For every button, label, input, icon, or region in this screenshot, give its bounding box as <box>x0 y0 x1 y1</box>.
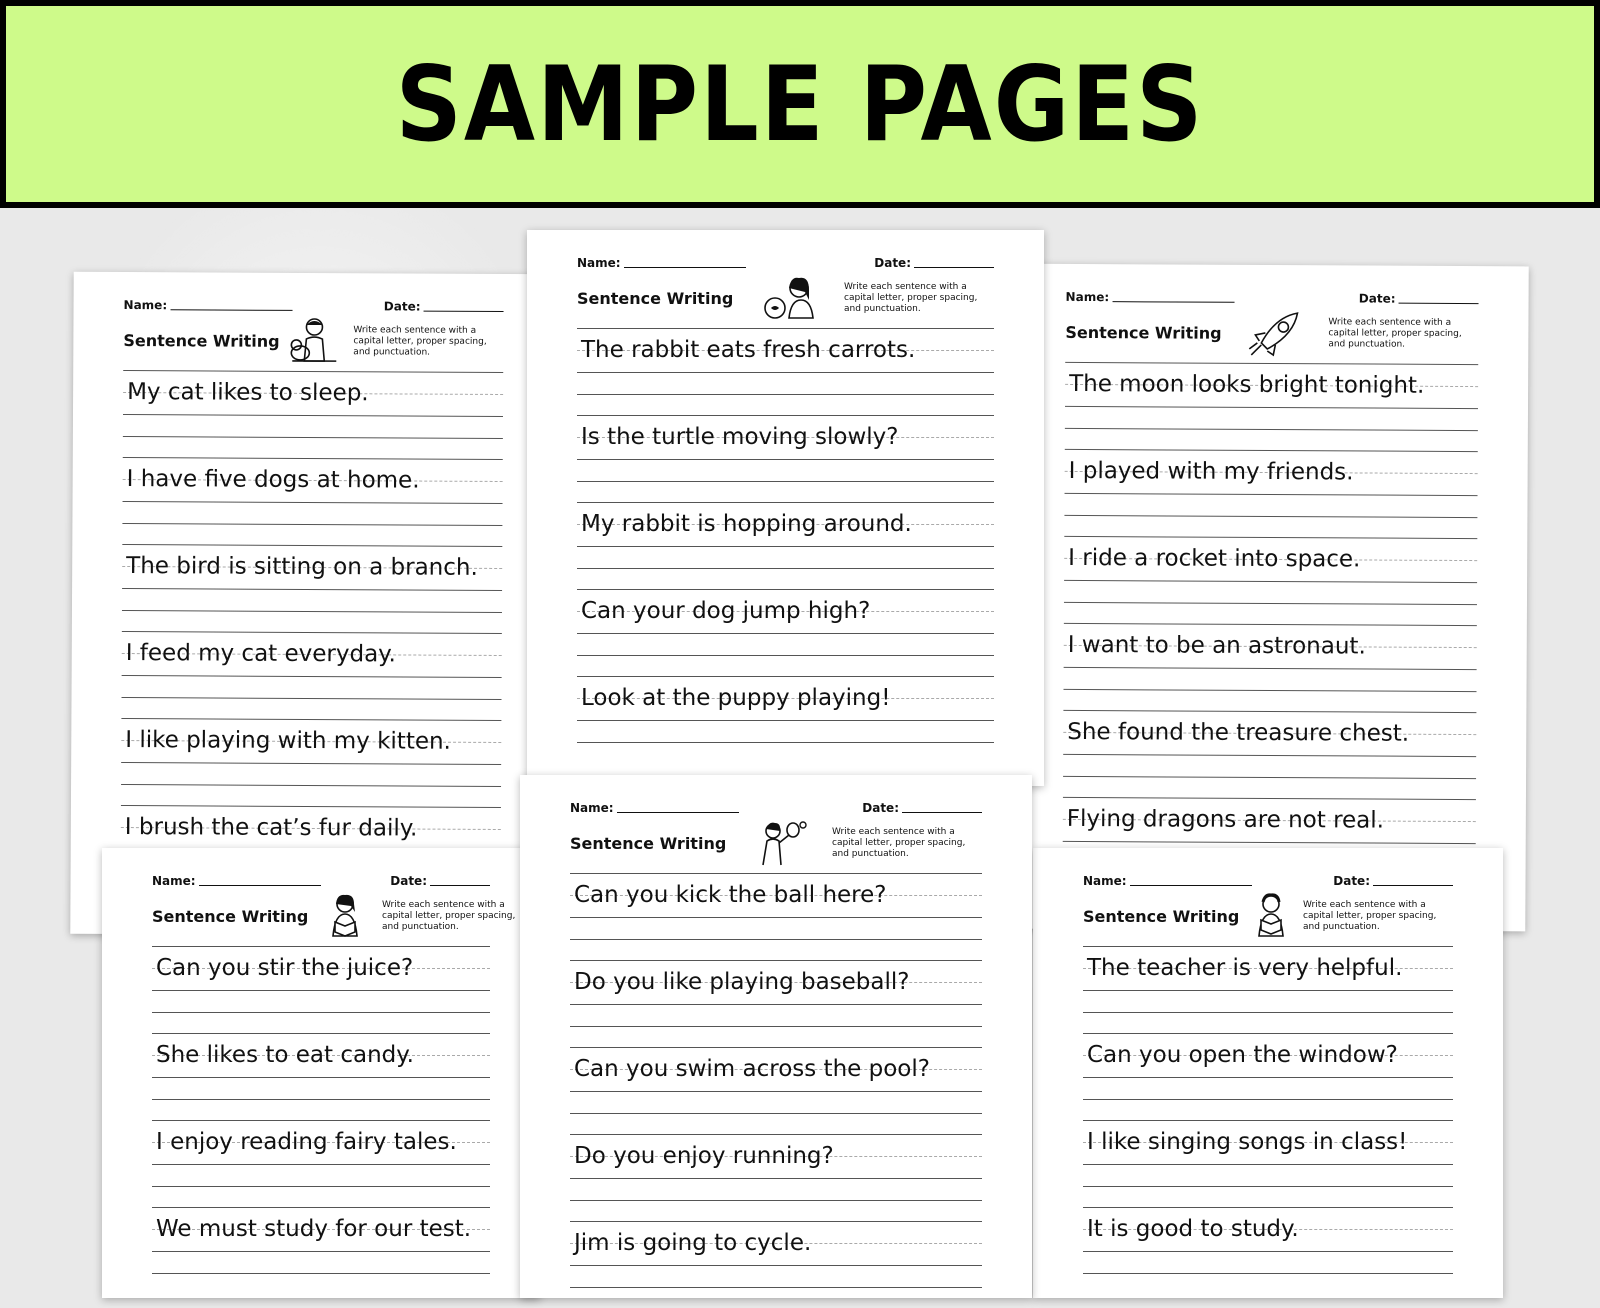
sentence-line <box>123 370 503 459</box>
worksheet-title: Sentence Writing <box>1065 322 1221 342</box>
guide-rule <box>1083 1186 1453 1187</box>
sentence-text: Do you enjoy running? <box>574 1135 834 1177</box>
name-label: Name: <box>124 298 168 312</box>
sentence-line <box>1083 1120 1453 1207</box>
guide-rule <box>570 1004 982 1005</box>
sentence-line <box>577 589 994 676</box>
guide-rule <box>577 568 994 569</box>
sentence-text: She found the treasure chest. <box>1067 711 1409 755</box>
date-label: Date: <box>874 256 911 270</box>
sentence-text: Is the turtle moving slowly? <box>581 416 899 458</box>
guide-rule <box>121 784 501 787</box>
name-field <box>152 874 321 888</box>
sentence-text: Jim is going to cycle. <box>574 1222 811 1264</box>
sentence-line <box>121 631 501 720</box>
sentence-text: Can your dog jump high? <box>581 590 870 632</box>
sentence-text: Do you like playing baseball? <box>574 961 910 1003</box>
instructions: Write each sentence with a capital letter, proper spacing, and punctuation. <box>844 282 994 315</box>
worksheet-page-2 <box>527 230 1044 786</box>
sentence-text: I brush the cat’s fur daily. <box>125 806 418 850</box>
guide-rule <box>152 1099 490 1100</box>
sentence-line <box>1083 1033 1453 1120</box>
sentence-text: She likes to eat candy. <box>156 1034 414 1076</box>
guide-rule <box>1063 754 1476 757</box>
sentence-text: I ride a rocket into space. <box>1068 537 1360 581</box>
date-field <box>1359 291 1479 306</box>
instructions: Write each sentence with a capital letter, proper spacing, and punctuation. <box>1328 317 1478 351</box>
guide-rule <box>1064 580 1477 583</box>
guide-rule <box>152 1164 490 1165</box>
sentence-text: Look at the puppy playing! <box>581 677 890 719</box>
guide-rule <box>123 501 503 504</box>
guide-rule <box>123 436 503 439</box>
worksheet-page-1 <box>70 272 553 937</box>
sentence-text: Can you kick the ball here? <box>574 874 886 916</box>
writing-lines <box>152 946 490 1294</box>
date-field <box>862 801 982 815</box>
sentence-line <box>570 873 982 960</box>
sentence-text: Can you swim across the pool? <box>574 1048 930 1090</box>
sentence-text: I like playing with my kitten. <box>125 719 451 763</box>
guide-rule <box>1063 776 1476 779</box>
guide-rule <box>577 720 994 721</box>
guide-rule <box>1083 1012 1453 1013</box>
worksheet-page-3 <box>1012 264 1528 932</box>
sentence-text: I enjoy reading fairy tales. <box>156 1121 457 1163</box>
sentence-line <box>1083 1207 1453 1294</box>
guide-rule <box>570 1091 982 1092</box>
guide-rule <box>570 1287 982 1288</box>
date-label: Date: <box>384 299 421 313</box>
banner-title: SAMPLE PAGES <box>396 44 1205 164</box>
sentence-text: The teacher is very helpful. <box>1087 947 1402 989</box>
sentence-line <box>1063 710 1476 799</box>
child-with-dog-icon <box>288 317 344 365</box>
guide-rule <box>570 1200 982 1201</box>
sheet-header <box>124 298 504 314</box>
writing-lines <box>570 873 982 1308</box>
guide-rule <box>122 675 502 678</box>
sentence-text: The bird is sitting on a branch. <box>126 545 478 589</box>
sentence-line <box>570 1047 982 1134</box>
guide-rule <box>1064 689 1477 692</box>
sentence-line <box>152 1207 490 1294</box>
worksheet-title: Sentence Writing <box>577 289 733 308</box>
header-banner <box>0 0 1600 208</box>
date-label: Date: <box>1359 291 1396 305</box>
sentence-line <box>122 544 502 633</box>
name-label: Name: <box>1066 290 1110 304</box>
sheet-header <box>1066 290 1479 306</box>
guide-rule <box>570 939 982 940</box>
sheet-title-row <box>152 892 490 940</box>
writing-lines <box>1083 946 1453 1294</box>
worksheet-title: Sentence Writing <box>570 834 726 853</box>
sentence-text: The moon looks bright tonight. <box>1069 363 1424 407</box>
instructions: Write each sentence with a capital letter, proper spacing, and punctuation. <box>832 827 982 860</box>
name-label: Name: <box>570 801 614 815</box>
sentence-text: Flying dragons are not real. <box>1067 798 1384 842</box>
guide-rule <box>152 1251 490 1252</box>
date-field <box>1333 874 1453 888</box>
guide-rule <box>122 610 502 613</box>
date-label: Date: <box>862 801 899 815</box>
guide-rule <box>1065 493 1478 496</box>
sentence-line <box>152 1120 490 1207</box>
guide-rule <box>1083 1273 1453 1274</box>
name-label: Name: <box>577 256 621 270</box>
guide-rule <box>1083 1077 1453 1078</box>
sheet-header <box>1083 874 1453 888</box>
sentence-line <box>1063 623 1476 712</box>
guide-rule <box>1083 1164 1453 1165</box>
sheet-title-row <box>570 819 982 867</box>
rocket-icon <box>1247 309 1303 357</box>
sentence-line <box>1064 536 1477 625</box>
sentence-line <box>1065 362 1478 451</box>
date-field <box>390 874 490 888</box>
date-label: Date: <box>390 874 427 888</box>
sentence-text: I feed my cat everyday. <box>126 632 396 675</box>
guide-rule <box>152 1012 490 1013</box>
sentence-line <box>122 457 502 546</box>
date-field <box>874 256 994 270</box>
guide-rule <box>570 917 982 918</box>
guide-rule <box>577 655 994 656</box>
sentence-line <box>152 946 490 1033</box>
sentence-text: We must study for our test. <box>156 1208 471 1250</box>
sentence-line <box>577 676 994 763</box>
sentence-text: My cat likes to sleep. <box>127 371 369 414</box>
sheet-title-row <box>123 316 503 366</box>
sentence-line <box>1083 946 1453 1033</box>
guide-rule <box>122 697 502 700</box>
guide-rule <box>152 1077 490 1078</box>
name-field <box>570 801 739 815</box>
sentence-line <box>570 1221 982 1308</box>
sheet-header <box>577 256 994 270</box>
guide-rule <box>1083 1099 1453 1100</box>
date-field <box>384 299 504 314</box>
name-field <box>577 256 746 270</box>
instructions: Write each sentence with a capital letter, proper spacing, and punctuation. <box>1303 900 1453 933</box>
name-field <box>124 298 293 313</box>
guide-rule <box>1065 428 1478 431</box>
sentence-text: My rabbit is hopping around. <box>581 503 912 545</box>
guide-rule <box>570 1113 982 1114</box>
sentence-text: I have five dogs at home. <box>127 458 420 502</box>
writing-lines <box>120 370 503 894</box>
sentence-text: The rabbit eats fresh carrots. <box>581 329 915 371</box>
guide-rule <box>570 1265 982 1266</box>
guide-rule <box>577 742 994 743</box>
guide-rule <box>577 633 994 634</box>
guide-rule <box>123 414 503 417</box>
guide-rule <box>570 1178 982 1179</box>
sheet-title-row <box>1083 892 1453 940</box>
worksheet-title: Sentence Writing <box>152 907 308 926</box>
guide-rule <box>1083 1251 1453 1252</box>
sentence-line <box>570 960 982 1047</box>
sentence-line <box>570 1134 982 1221</box>
sentence-line <box>577 328 994 415</box>
instructions: Write each sentence with a capital letter, proper spacing, and punctuation. <box>382 900 490 933</box>
guide-rule <box>1064 602 1477 605</box>
guide-rule <box>577 546 994 547</box>
guide-rule <box>152 1273 490 1274</box>
worksheet-page-5 <box>520 775 1032 1298</box>
worksheet-page-6 <box>1033 848 1503 1298</box>
date-label: Date: <box>1333 874 1370 888</box>
guide-rule <box>577 459 994 460</box>
name-field <box>1066 290 1235 305</box>
guide-rule <box>152 990 490 991</box>
sentence-text: It is good to study. <box>1087 1208 1299 1250</box>
writing-lines <box>577 328 994 763</box>
guide-rule <box>570 1026 982 1027</box>
girl-with-fishbowl-icon <box>761 274 817 322</box>
sheet-title-row <box>577 274 994 322</box>
worksheet-page-4 <box>102 848 540 1298</box>
name-label: Name: <box>152 874 196 888</box>
sentence-line <box>152 1033 490 1120</box>
guide-rule <box>1083 990 1453 991</box>
girl-with-tennis-racket-icon <box>751 819 807 867</box>
sentence-text: I want to be an astronaut. <box>1068 624 1366 668</box>
sentence-text: I played with my friends. <box>1069 450 1354 493</box>
boy-reading-book-icon <box>1243 892 1299 940</box>
guide-rule <box>122 523 502 526</box>
sentence-line <box>1064 449 1477 538</box>
sentence-text: I like singing songs in class! <box>1087 1121 1407 1163</box>
sentence-text: Can you stir the juice? <box>156 947 413 989</box>
guide-rule <box>577 372 994 373</box>
sheet-title-row <box>1065 308 1478 358</box>
sheet-header <box>570 801 982 815</box>
sheet-header <box>152 874 490 888</box>
girl-reading-book-icon <box>317 892 373 940</box>
sentence-line <box>577 502 994 589</box>
worksheet-title: Sentence Writing <box>123 331 279 351</box>
name-field <box>1083 874 1252 888</box>
writing-lines <box>1062 362 1478 886</box>
sentence-line <box>577 415 994 502</box>
instructions: Write each sentence with a capital letter, proper spacing, and punctuation. <box>353 325 503 359</box>
guide-rule <box>1063 841 1476 844</box>
guide-rule <box>152 1186 490 1187</box>
guide-rule <box>577 394 994 395</box>
sentence-line <box>121 718 501 807</box>
guide-rule <box>1064 515 1477 518</box>
sentence-text: Can you open the window? <box>1087 1034 1398 1076</box>
guide-rule <box>577 481 994 482</box>
name-label: Name: <box>1083 874 1127 888</box>
guide-rule <box>1064 667 1477 670</box>
worksheet-title: Sentence Writing <box>1083 907 1239 926</box>
